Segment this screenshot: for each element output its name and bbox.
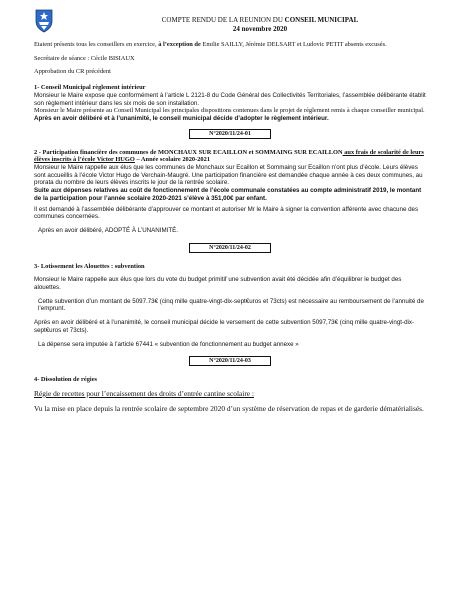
section-1-title: 1- Conseil Municipal règlement intérieur	[34, 84, 146, 92]
report-date: 24 novembre 2020	[232, 25, 288, 33]
deliberation-number-3: N°2020/11/24-03	[189, 356, 271, 366]
section-1-para-1: Monsieur le Maire expose que conformément à l’article L 2121-8 du Code Général des Collectivités Territoriales, l’assemblée délibérante établit son règlement intérieur dans les six mois de son installation.	[34, 91, 426, 107]
section-3-title: 3- Lotissement les Alouettes : subvention	[34, 262, 145, 270]
section-1-para-2: Monsieur le Maire présente au Conseil Municipal les principales dispositions contenues dans le projet de règlement remis à chaque conseiller municipal.	[34, 107, 425, 115]
secretary-text: Secrétaire de séance : Cécile BISIAUX	[34, 54, 135, 62]
deliberation-number-2: N°2020/11/24-02	[189, 243, 271, 253]
section-2-title: 2 - Participation financière des communes de MONCHAUX SUR ECAILLON et SOMMAING SUR ECAILLON aux frais de scolarité de leurs élèves inscrits à l’école Victor HUGO – Année scolaire 2020-2021	[34, 148, 424, 164]
section-3-para-4: La dépense sera imputée à l’article 67441 « subvention de fonctionnement au budget annexe »	[38, 340, 299, 348]
approval-text: Approbation du CR précédent	[34, 68, 111, 76]
section-2-para-2: Suite aux dépenses relatives au coût de fonctionnement de l’école communale constatées au compte administratif 2019, le montant de la participation pour l’année scolaire 2020-2021 s’élève à 351,00€ par enfant.	[34, 187, 422, 202]
section-4-title: 4- Dissolution de régies	[34, 376, 98, 384]
deliberation-number-1: N°2020/11/24-01	[189, 129, 271, 139]
section-3-para-1: Monsieur le Maire rappelle aux élus que lors du vote du budget primitif une subvention avait été décidée afin d’équilibrer le budget des alouettes.	[34, 276, 402, 292]
document-body	[34, 41, 426, 414]
section-4-subtitle: Régie de recettes pour l’encaissement des droits d’entrée cantine scolaire :	[34, 388, 254, 398]
attendance-text: Etaient présents tous les conseillers en exercice, à l’exception de Emilie SAILLY, Jérémie DELSART et Ludovic PETIT absents excusés.	[34, 41, 387, 48]
section-3-para-2: Cette subvention d’un montant de 5097.73€ (cinq mille quatre-vingt-dix-sept€uros et 73cts) est nécessaire au remboursement de l’annuité de l’emprunt.	[38, 297, 424, 313]
coat-of-arms-logo	[34, 8, 54, 33]
section-1-decision: Après en avoir délibéré et à l’unanimité, le conseil municipal décide d’adopter le règlement intérieur.	[34, 114, 329, 122]
section-2-para-1: Monsieur le Maire rappelle aux élus que les communes de Monchaux sur Ecaillon et Sommaing sur Ecaillon n’ont plus d’école. Leurs élèves sont accueillis à l’école Victor Hugo de Verchain-Maugré. Une participation financière est demandée chaque année à ces deux communes, au prorata du nombre de leurs élèves inscrits le jour de la rentrée scolaire.	[34, 164, 423, 187]
section-2-decision: Après en avoir délibéré, ADOPTÉ À L’UNANIMITÉ.	[38, 226, 178, 234]
section-4-para-1: Vu la mise en place depuis la rentrée scolaire de septembre 2020 d’un système de réservation de repas et de garderie dématérialisés.	[34, 403, 424, 413]
section-2-para-3: Il est demandé à l’assemblée délibérante d’approuver ce montant et autoriser Mr le Maire à signer la convention afférente avec chacune des communes concernées.	[34, 205, 419, 221]
report-title: COMPTE RENDU DE LA REUNION DU CONSEIL MUNICIPAL	[161, 16, 359, 24]
section-3-para-3: Après en avoir délibéré et à l’unanimité, le conseil municipal décide le versement de cette subvention 5097,73€ (cinq mille quatre-vingt-dix-sept€uros et 73cts).	[34, 319, 415, 334]
